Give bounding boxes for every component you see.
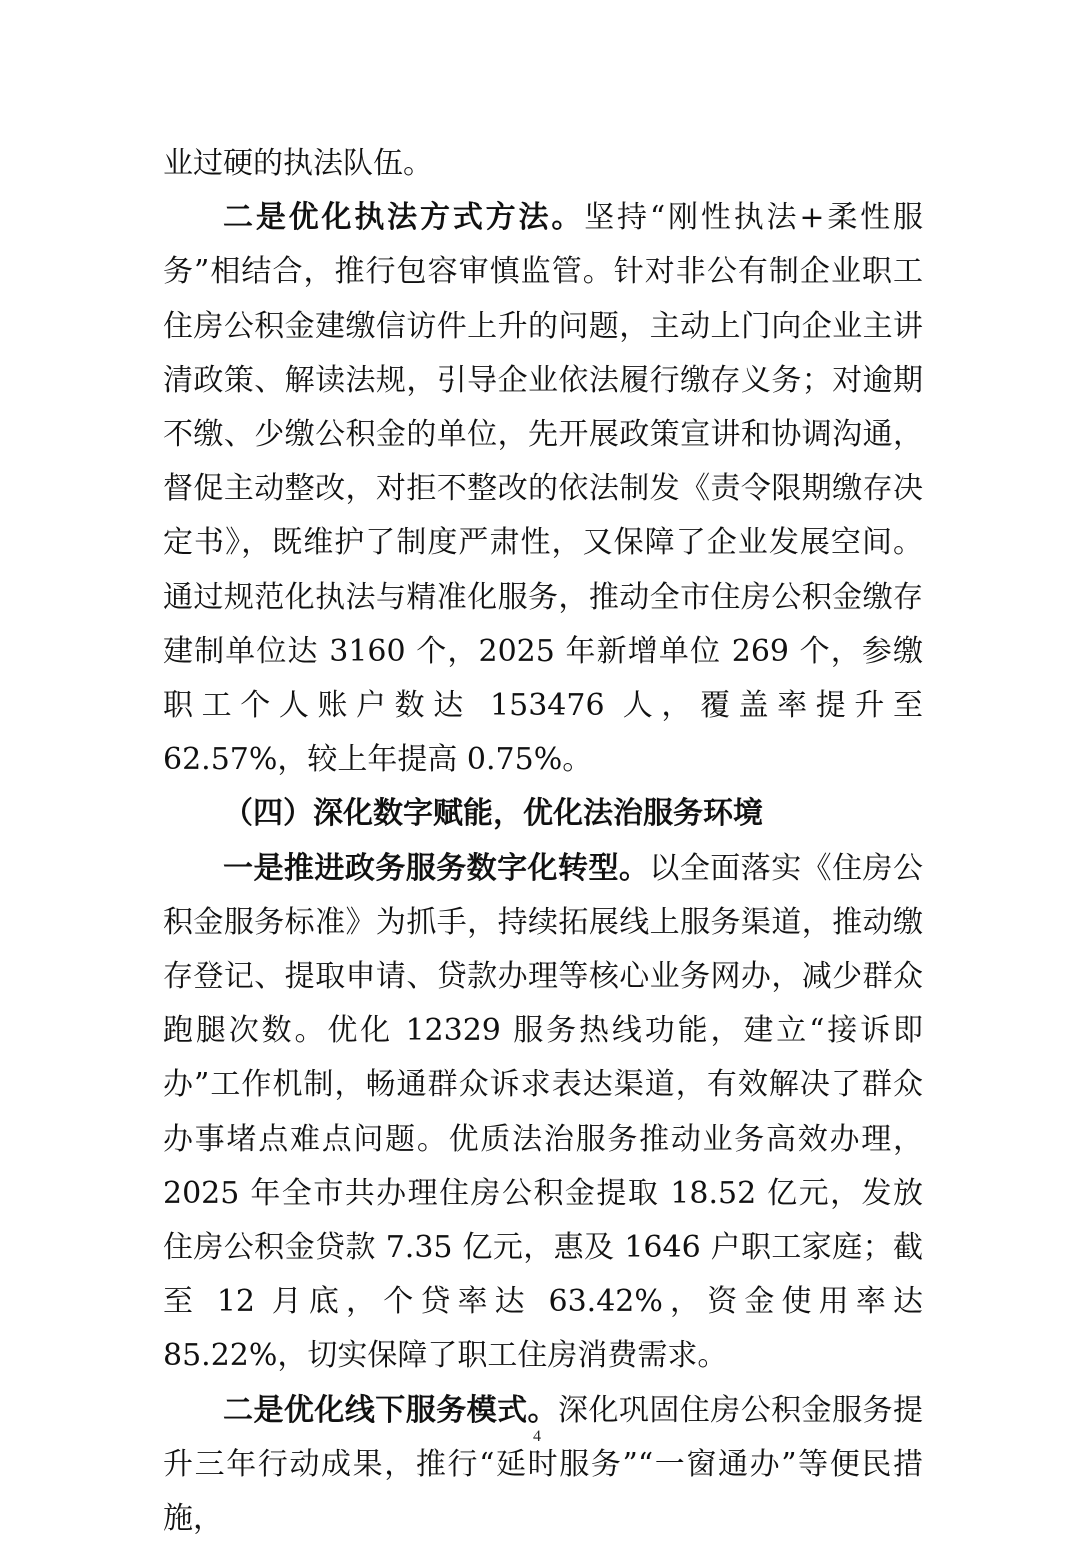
- paragraph-enforcement-methods: [163, 191, 923, 787]
- paragraph-offline-service: [163, 1384, 923, 1546]
- paragraph-body: 以全面落实《住房公积金服务标准》为抓手，持续拓展线上服务渠道，推动缴存登记、提取申请、贷款办理等核心业务网办，减少群众跑腿次数。优化 12329 服务热线功能，建立“接诉即办”工作机制，畅通群众诉求表达渠道，有效解决了群众办事堵点难点问题。优质法治服务推动业务高效办理，2025 年全市共办理住房公积金提取 18.52 亿元，发放住房公积金贷款 7.35 亿元，惠及 1646 户职工家庭；截至 12 月底，个贷率达 63.42%，资金使用率达 85.22%，切实保障了职工住房消费需求。: [163, 850, 924, 1374]
- paragraph-body: 业过硬的执法队伍。: [163, 146, 433, 181]
- body-text: [163, 137, 923, 1546]
- paragraph-lead: 二是优化执法方式方法。: [223, 200, 585, 236]
- paragraph-continuation: [163, 137, 923, 191]
- paragraph-digital-transformation: [163, 842, 923, 1384]
- section-heading: （四）深化数字赋能，优化法治服务环境: [223, 796, 763, 832]
- paragraph-lead: 二是优化线下服务模式。: [223, 1392, 558, 1428]
- paragraph-lead: 一是推进政务服务数字化转型。: [223, 850, 650, 886]
- paragraph-body: 坚持“刚性执法+柔性服务”相结合，推行包容审慎监管。针对非公有制企业职工住房公积金建缴信访件上升的问题，主动上门向企业主讲清政策、解读法规，引导企业依法履行缴存义务；对逾期不缴、少缴公积金的单位，先开展政策宣讲和协调沟通，督促主动整改，对拒不整改的依法制发《责令限期缴存决定书》，既维护了制度严肃性，又保障了企业发展空间。通过规范化执法与精准化服务，推动全市住房公积金缴存建制单位达 3160 个，2025 年新增单位 269 个，参缴职工个人账户数达 153476 人，覆盖率提升至 62.57%，较上年提高 0.75%。: [163, 200, 924, 778]
- paragraph-body: 深化巩固住房公积金服务提升三年行动成果，推行“延时服务”“一窗通办”等便民措施，: [163, 1392, 923, 1537]
- page-number: 4: [533, 1428, 541, 1445]
